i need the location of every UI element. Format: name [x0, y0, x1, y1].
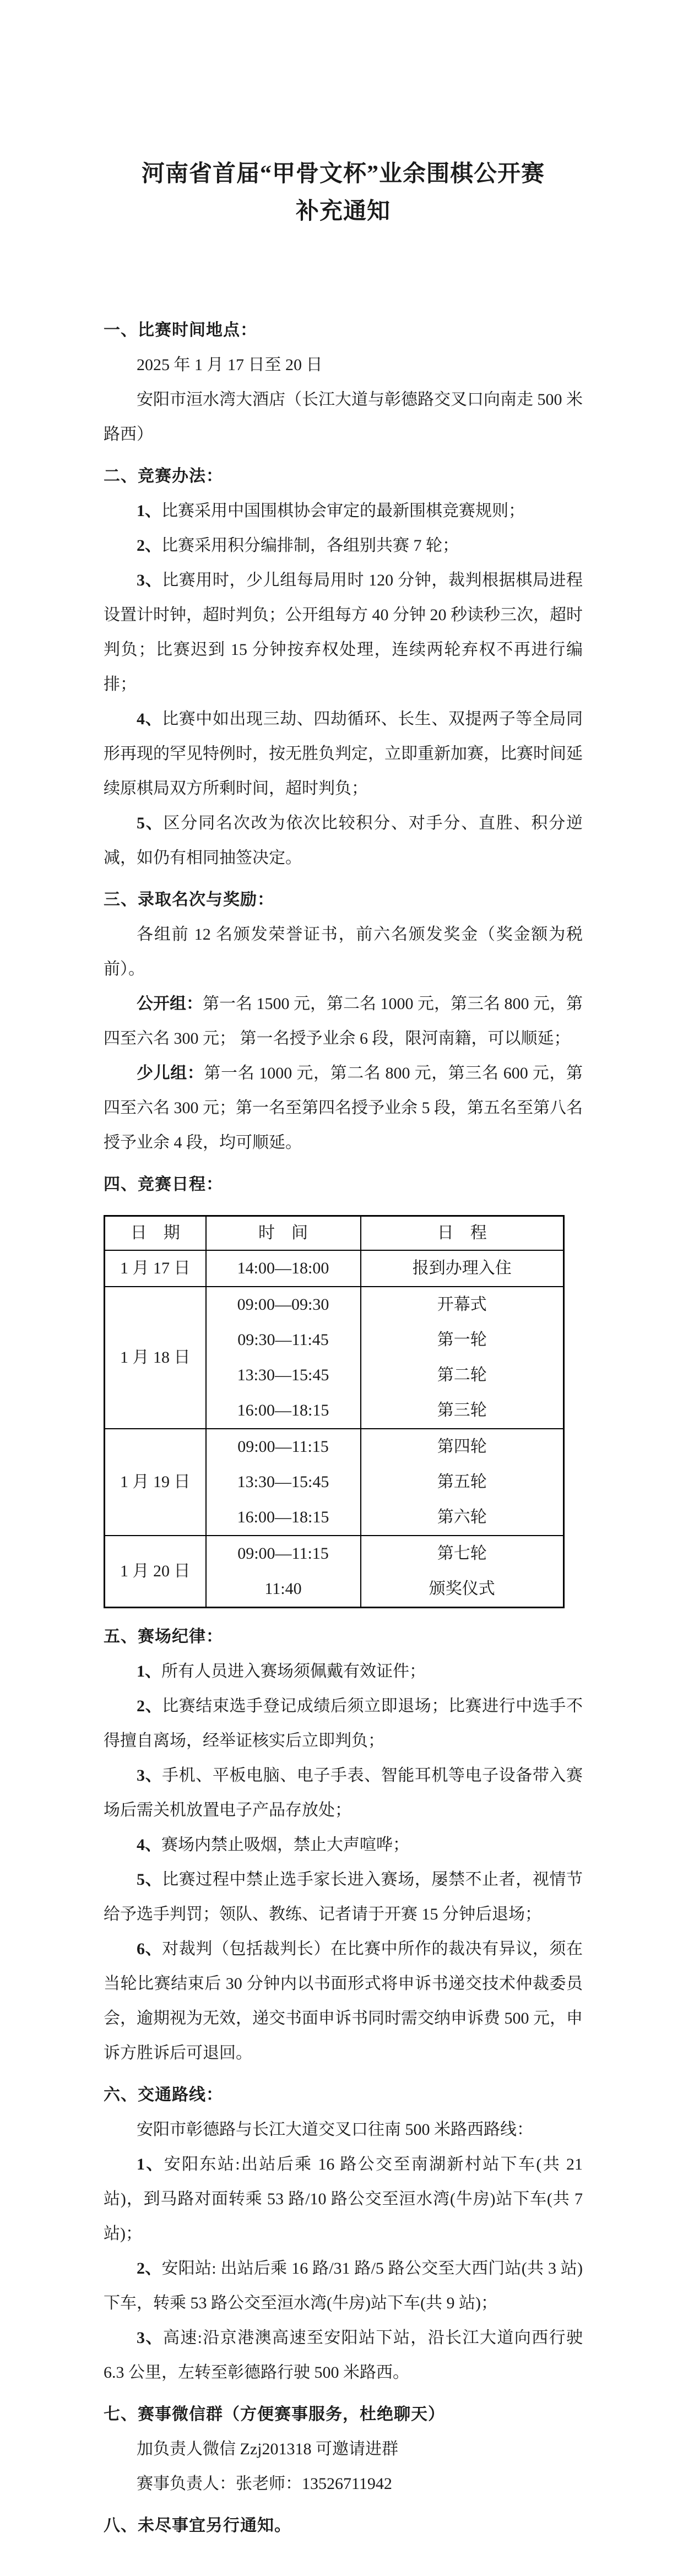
paragraph-text: 所有人员进入赛场须佩戴有效证件；: [161, 1662, 426, 1680]
schedule-event-cell: 报到办理入住: [361, 1250, 564, 1287]
section-heading: 一、比赛时间地点：: [104, 321, 257, 339]
paragraph-label: 1、: [137, 502, 161, 520]
title-line-2: 补充通知: [295, 199, 391, 224]
paragraph-text: 赛场内禁止吸烟，禁止大声喧哗；: [161, 1836, 409, 1854]
paragraph-text: 高速:沿京港澳高速至安阳站下站，沿长江大道向西行驶 6.3 公里，左转至彰德路行驶 500 米路西。: [104, 2329, 583, 2382]
schedule-time-cell: 09:00—11:15: [206, 1536, 361, 1571]
paragraph-text: 安阳站: 出站后乘 16 路/31 路/5 路公交至大西门站(共 3 站)下车，转乘 53 路公交至洹水湾(牛房)站下车(共 9 站)；: [104, 2259, 583, 2312]
paragraph: [104, 1827, 583, 1862]
paragraph-text: 加负责人微信 Zzj201318 可邀请进群: [137, 2440, 398, 2458]
paragraph-label: 公开组：: [137, 995, 203, 1013]
schedule-row: [105, 1250, 564, 1287]
schedule-event-cell: 第四轮: [361, 1429, 564, 1465]
schedule-date-cell: 1 月 18 日: [105, 1287, 206, 1429]
paragraph: [104, 1689, 583, 1758]
paragraph-text: 安阳东站:出站后乘 16 路公交至南湖新村站下车(共 21 站)，到马路对面转乘 53 路/10 路公交至洹水湾(牛房)站下车(共 7 站)；: [104, 2155, 583, 2243]
document-body: [104, 313, 583, 2543]
schedule-date-cell: 1 月 19 日: [105, 1429, 206, 1536]
paragraph-label: 6、: [137, 1940, 162, 1958]
schedule-event-cell: 第七轮: [361, 1536, 564, 1571]
title-line-1: 河南省首届“甲骨文杯”业余围棋公开赛: [141, 161, 545, 187]
paragraph-label: 5、: [137, 814, 164, 832]
paragraph-label: 少儿组：: [137, 1064, 204, 1082]
schedule-time-cell: 14:00—18:00: [206, 1250, 361, 1287]
paragraph: [104, 2466, 583, 2501]
section-heading: 七、赛事微信群（方便赛事服务，杜绝聊天）: [104, 2405, 445, 2423]
paragraph-text: 比赛结束选手登记成绩后须立即退场；比赛进行中选手不得擅自离场，经举证核实后立即判负；: [104, 1697, 583, 1750]
paragraph-text: 第一名 1500 元，第二名 1000 元，第三名 800 元，第四至六名 300 元； 第一名授予业余 6 段，限河南籍，可以顺延；: [104, 995, 583, 1048]
paragraph-text: 赛事负责人：张老师：13526711942: [137, 2475, 392, 2493]
paragraph: [104, 1654, 583, 1689]
schedule-time-cell: 16:00—18:15: [206, 1393, 361, 1429]
paragraph-text: 比赛用时，少儿组每局用时 120 分钟，裁判根据棋局进程设置计时钟，超时判负；公开组每方 40 分钟 20 秒读秒三次，超时判负；比赛迟到 15 分钟按弃权处理，连续两轮弃权不再进行编排；: [104, 571, 583, 693]
schedule-event-cell: 第一轮: [361, 1322, 564, 1358]
schedule-event-cell: 第五轮: [361, 1465, 564, 1500]
paragraph: [104, 382, 583, 452]
schedule-time-cell: 16:00—18:15: [206, 1500, 361, 1536]
paragraph: [104, 2320, 583, 2390]
paragraph-label: 1、: [137, 1662, 161, 1680]
paragraph-text: 比赛过程中禁止选手家长进入赛场，屡禁不止者，视情节给予选手判罚；领队、教练、记者请于开赛 15 分钟后退场；: [104, 1870, 583, 1923]
paragraph-label: 3、: [137, 571, 162, 589]
schedule-event-cell: 第二轮: [361, 1358, 564, 1393]
paragraph-label: 4、: [137, 710, 162, 728]
paragraph-label: 3、: [137, 2329, 163, 2347]
schedule-date-cell: 1 月 17 日: [105, 1250, 206, 1287]
schedule-date-cell: 1 月 20 日: [105, 1536, 206, 1608]
schedule-time-cell: 09:00—11:15: [206, 1429, 361, 1465]
section-heading: 六、交通路线：: [104, 2086, 223, 2104]
schedule-time-cell: 09:30—11:45: [206, 1322, 361, 1358]
schedule-time-cell: 11:40: [206, 1571, 361, 1608]
paragraph-text: 2025 年 1 月 17 日至 20 日: [137, 356, 323, 374]
section-heading: 三、录取名次与奖励：: [104, 891, 274, 909]
paragraph-text: 比赛中如出现三劫、四劫循环、长生、双提两子等全局同形再现的罕见特例时，按无胜负判定，立即重新加赛，比赛时间延续原棋局双方所剩时间，超时判负；: [104, 710, 583, 798]
schedule-event-cell: 第三轮: [361, 1393, 564, 1429]
schedule-header-cell: 时 间: [206, 1216, 361, 1251]
document-title: [104, 155, 583, 230]
paragraph: [104, 917, 583, 986]
paragraph-label: 4、: [137, 1836, 161, 1854]
paragraph: [104, 493, 583, 528]
paragraph-text: 对裁判（包括裁判长）在比赛中所作的裁决有异议，须在当轮比赛结束后 30 分钟内以书面形式将申诉书递交技术仲裁委员会，逾期视为无效，递交书面申诉书同时需交纳申诉费 500 元，申诉方胜诉后可退回。: [104, 1940, 583, 2062]
schedule-row: [105, 1287, 564, 1322]
paragraph: [104, 1932, 583, 2070]
paragraph: [104, 986, 583, 1056]
paragraph: [104, 1862, 583, 1932]
paragraph-label: 5、: [137, 1870, 162, 1889]
paragraph-label: 1、: [137, 2155, 164, 2173]
schedule-header-cell: 日 程: [361, 1216, 564, 1251]
paragraph: [104, 2112, 583, 2147]
section-heading: 二、竞赛办法：: [104, 467, 223, 485]
paragraph: [104, 702, 583, 806]
schedule-row: [105, 1429, 564, 1465]
paragraph-label: 3、: [137, 1766, 162, 1785]
paragraph: [104, 2251, 583, 2320]
schedule-table: [104, 1215, 565, 1608]
paragraph-label: 2、: [137, 536, 161, 555]
section-heading: 四、竞赛日程：: [104, 1175, 223, 1194]
section-heading: 五、赛场纪律：: [104, 1628, 223, 1646]
paragraph-text: 各组前 12 名颁发荣誉证书，前六名颁发奖金（奖金额为税前）。: [104, 925, 583, 978]
paragraph: [104, 563, 583, 702]
schedule-event-cell: 开幕式: [361, 1287, 564, 1322]
schedule-time-cell: 09:00—09:30: [206, 1287, 361, 1322]
schedule-event-cell: 第六轮: [361, 1500, 564, 1536]
paragraph: [104, 2432, 583, 2466]
paragraph-text: 比赛采用积分编排制，各组别共赛 7 轮；: [161, 536, 459, 555]
paragraph: [104, 348, 583, 382]
paragraph-text: 安阳市洹水湾大酒店（长江大道与彰德路交叉口向南走 500 米路西）: [104, 391, 583, 443]
paragraph: [104, 2147, 583, 2251]
paragraph-label: 2、: [137, 1697, 162, 1715]
paragraph: [104, 528, 583, 563]
schedule-time-cell: 13:30—15:45: [206, 1358, 361, 1393]
paragraph-text: 区分同名次改为依次比较积分、对手分、直胜、积分逆减，如仍有相同抽签决定。: [104, 814, 583, 867]
paragraph-text: 第一名 1000 元，第二名 800 元，第三名 600 元，第四至六名 300 元；第一名至第四名授予业余 5 段，第五名至第八名授予业余 4 段，均可顺延。: [104, 1064, 583, 1152]
schedule-header-row: [105, 1216, 564, 1251]
paragraph-text: 手机、平板电脑、电子手表、智能耳机等电子设备带入赛场后需关机放置电子产品存放处；: [104, 1766, 583, 1819]
section-heading: 八、未尽事宜另行通知。: [104, 2517, 291, 2535]
schedule-event-cell: 颁奖仪式: [361, 1571, 564, 1608]
paragraph: [104, 1056, 583, 1160]
schedule-row: [105, 1536, 564, 1571]
paragraph-text: 比赛采用中国围棋协会审定的最新围棋竞赛规则；: [161, 502, 525, 520]
schedule-header-cell: 日 期: [105, 1216, 206, 1251]
paragraph-label: 2、: [137, 2259, 162, 2277]
paragraph: [104, 806, 583, 875]
paragraph: [104, 1758, 583, 1827]
paragraph-text: 安阳市彰德路与长江大道交叉口往南 500 米路西路线：: [137, 2121, 533, 2139]
schedule-time-cell: 13:30—15:45: [206, 1465, 361, 1500]
